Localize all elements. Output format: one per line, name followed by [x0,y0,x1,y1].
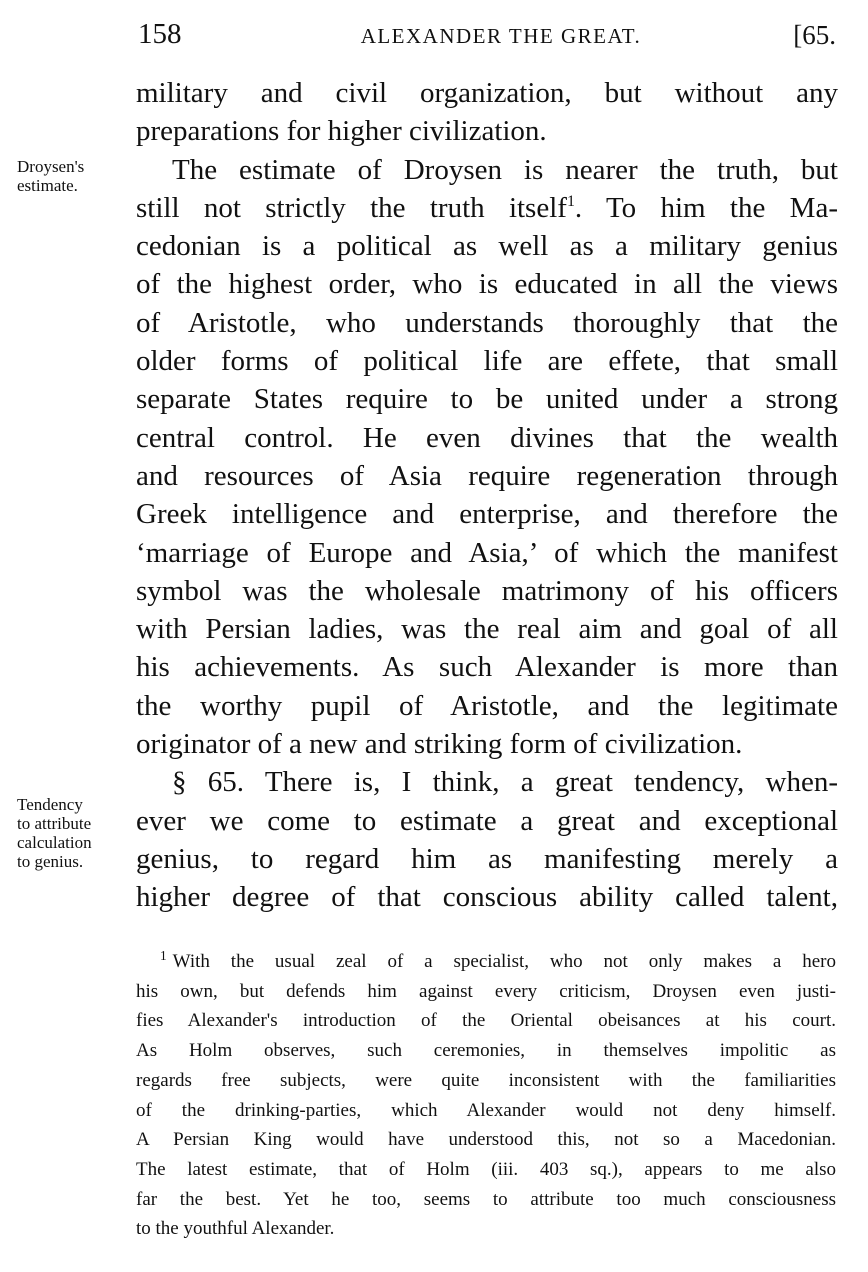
margin-note-line: estimate. [17,176,78,195]
section-reference: [65. [793,20,836,50]
body-line: and resources of Asia require regeneration through [136,459,838,492]
footnote-line: to the youthful Alexander. [136,1218,335,1240]
footnote-line: A Persian King would have understood this, not so a Macedonian. [136,1129,836,1151]
body-line: his achievements. As such Alexander is more than [136,651,838,684]
footnote-mark: 1 [160,948,167,964]
body-line: ever we come to estimate a great and exceptional [136,804,838,837]
body-line: § 65. There is, I think, a great tendency, when- [172,766,838,799]
margin-note-line: to attribute [17,814,92,833]
footnote-reference: 1 [566,192,575,210]
body-line: with Persian ladies, was the real aim and goal of all [136,613,838,646]
footnote-line: The latest estimate, that of Holm (iii. 403 sq.), appears to me also [136,1158,836,1180]
body-line: military and civil organization, but without any [136,77,838,109]
margin-note-droysens-estimate [17,157,84,195]
body-line: the worthy pupil of Aristotle, and the legitimate [136,689,838,722]
body-line [136,189,838,227]
body-line: originator of a new and striking form of civilization. [136,728,743,761]
body-line: ‘marriage of Europe and Asia,’ of which the manifest [136,536,838,569]
footnote-line-text: With the usual zeal of a specialist, who not only makes a hero [172,951,836,972]
body-text [136,74,838,917]
footnote-line: As Holm observes, such ceremonies, in themselves impolitic as [136,1040,836,1062]
body-line: genius, to regard him as manifesting merely a [136,842,838,875]
body-line: preparations for higher civilization. [136,115,547,148]
margin-note-line: to genius. [17,852,84,871]
footnote-line: fies Alexander's introduction of the Oriental obeisances at his court. [136,1010,836,1032]
margin-note-line: Droysen's [17,157,85,176]
body-line: symbol was the wholesale matrimony of his officers [136,574,838,607]
body-line: Greek intelligence and enterprise, and therefore the [136,498,838,531]
footnote-line: of the drinking-parties, which Alexander would not deny himself. [136,1099,836,1121]
body-line: cedonian is a political as well as a military genius [136,230,838,263]
body-line: separate States require to be united under a strong [136,383,838,416]
footnote-line: far the best. Yet he too, seems to attribute too much consciousness [136,1188,836,1210]
body-line: central control. He even divines that the wealth [136,421,838,454]
body-line: higher degree of that conscious ability called talent, [136,881,838,914]
footnote [136,947,836,1244]
footnote-line: regards free subjects, were quite inconsistent with the familiarities [136,1069,836,1091]
margin-note-tendency [17,795,92,871]
body-line-text: still not strictly the truth itself [136,191,567,224]
footnote-line: his own, but defends him against every criticism, Droysen even justi- [136,980,836,1002]
margin-note-line: Tendency [17,795,83,814]
body-line: of Aristotle, who understands thoroughly that the [136,306,838,339]
body-line: of the highest order, who is educated in all the views [136,268,838,301]
margin-note-line: calculation [17,833,92,852]
body-line-text: . To him the Ma- [574,191,838,224]
body-line: older forms of political life are effete, that small [136,345,838,378]
body-line: The estimate of Droysen is nearer the truth, but [172,153,838,186]
page-header [138,14,836,54]
footnote-line [136,947,836,977]
page-number: 158 [138,18,182,50]
running-title: ALEXANDER THE GREAT. [360,24,642,48]
